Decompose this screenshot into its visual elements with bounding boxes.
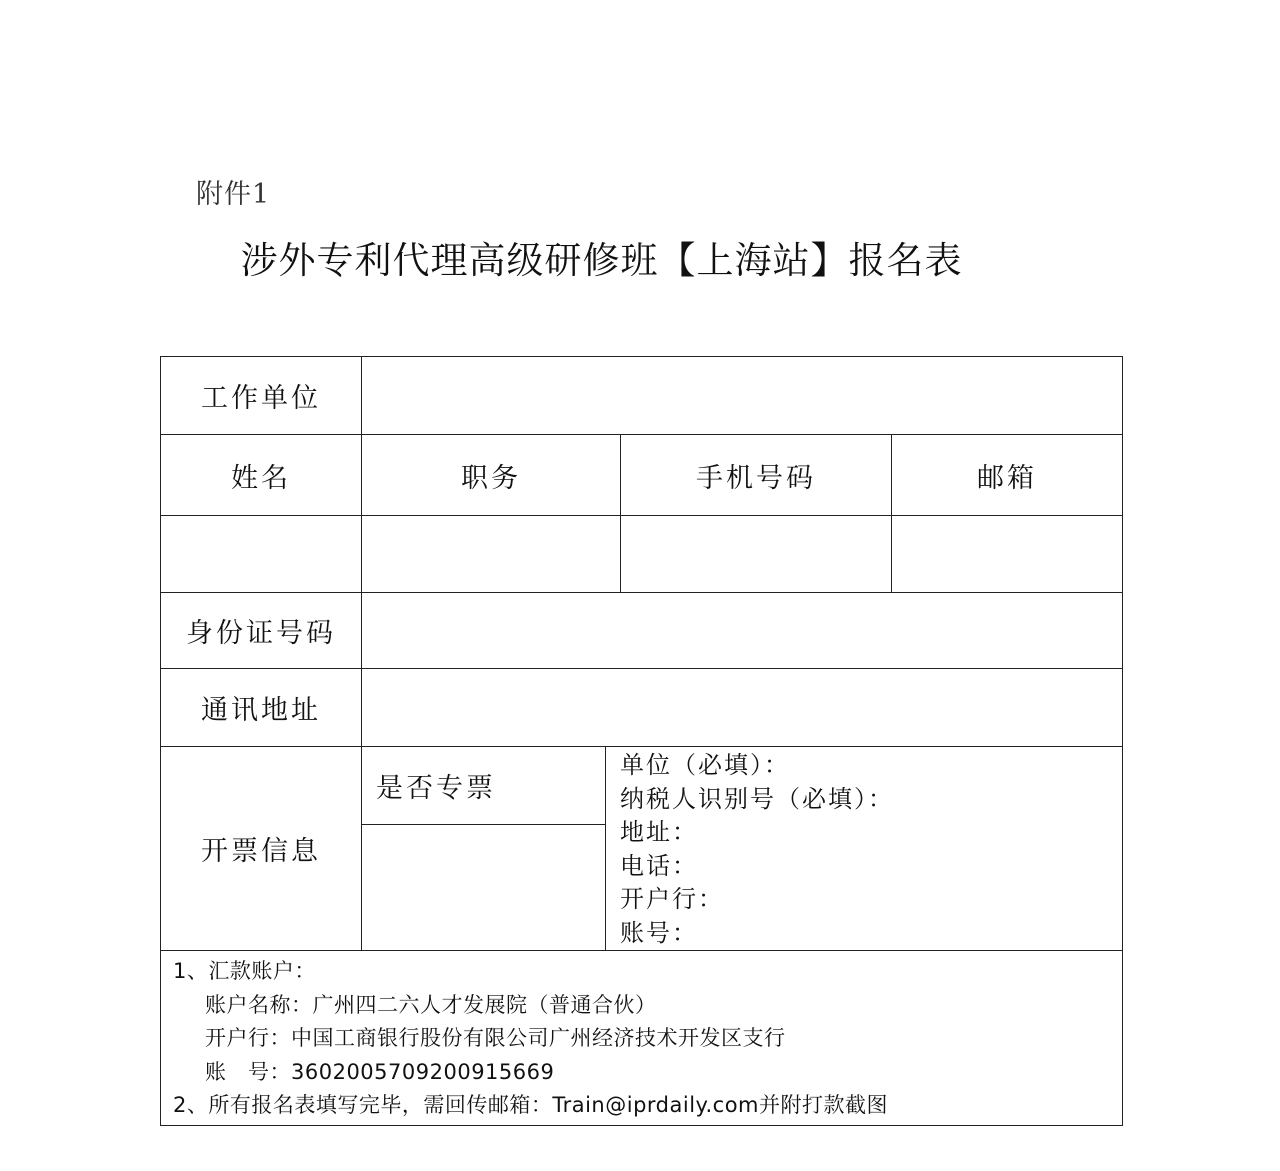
row-notes bbox=[161, 951, 1123, 1126]
attachment-label: 附件1 bbox=[196, 179, 271, 210]
note-account-name: 账户名称：广州四二六人才发展院（普通合伙） bbox=[205, 992, 657, 1017]
special-invoice-label: 是否专票 bbox=[362, 747, 606, 825]
row-address bbox=[161, 669, 1123, 747]
phone-header: 手机号码 bbox=[621, 435, 892, 516]
email-header: 邮箱 bbox=[892, 435, 1123, 516]
position-header: 职务 bbox=[362, 435, 621, 516]
invoice-account-line: 账号： bbox=[620, 918, 698, 947]
invoice-bank-line: 开户行： bbox=[620, 885, 724, 913]
row-id-number bbox=[161, 593, 1123, 669]
invoice-taxid-line: 纳税人识别号（必填）： bbox=[620, 784, 894, 813]
invoice-label: 开票信息 bbox=[161, 747, 362, 951]
row-participant bbox=[161, 516, 1123, 593]
note-account-number: 账 号：3602005709200915669 bbox=[205, 1059, 555, 1084]
note-bank: 开户行：中国工商银行股份有限公司广州经济技术开发区支行 bbox=[205, 1026, 786, 1050]
special-invoice-field[interactable] bbox=[362, 825, 606, 951]
notes-cell bbox=[161, 951, 1123, 1126]
work-unit-label: 工作单位 bbox=[161, 357, 362, 435]
id-number-field[interactable] bbox=[362, 593, 1123, 669]
invoice-details[interactable] bbox=[606, 747, 1123, 951]
registration-form bbox=[160, 356, 1123, 1126]
name-header: 姓名 bbox=[161, 435, 362, 516]
address-label: 通讯地址 bbox=[161, 669, 362, 747]
position-field[interactable] bbox=[362, 516, 621, 593]
row-column-headers bbox=[161, 435, 1123, 516]
address-field[interactable] bbox=[362, 669, 1123, 747]
id-number-label: 身份证号码 bbox=[161, 593, 362, 669]
page-title-text: 涉外专利代理高级研修班【上海站】报名表 bbox=[240, 239, 963, 282]
invoice-phone-line: 电话： bbox=[620, 851, 698, 880]
note-remittance-heading: 1、汇款账户： bbox=[173, 959, 316, 983]
note-submission: 2、所有报名表填写完毕，需回传邮箱：Train@iprdaily.com并附打款截图 bbox=[173, 1093, 889, 1117]
email-field[interactable] bbox=[892, 516, 1123, 593]
row-work-unit bbox=[161, 357, 1123, 435]
page-title bbox=[0, 230, 1280, 284]
phone-field[interactable] bbox=[621, 516, 892, 593]
name-field[interactable] bbox=[161, 516, 362, 593]
work-unit-field[interactable] bbox=[362, 357, 1123, 435]
row-invoice-top bbox=[161, 747, 1123, 825]
invoice-address-line: 地址： bbox=[620, 818, 698, 846]
invoice-unit-line: 单位（必填）： bbox=[620, 751, 790, 779]
